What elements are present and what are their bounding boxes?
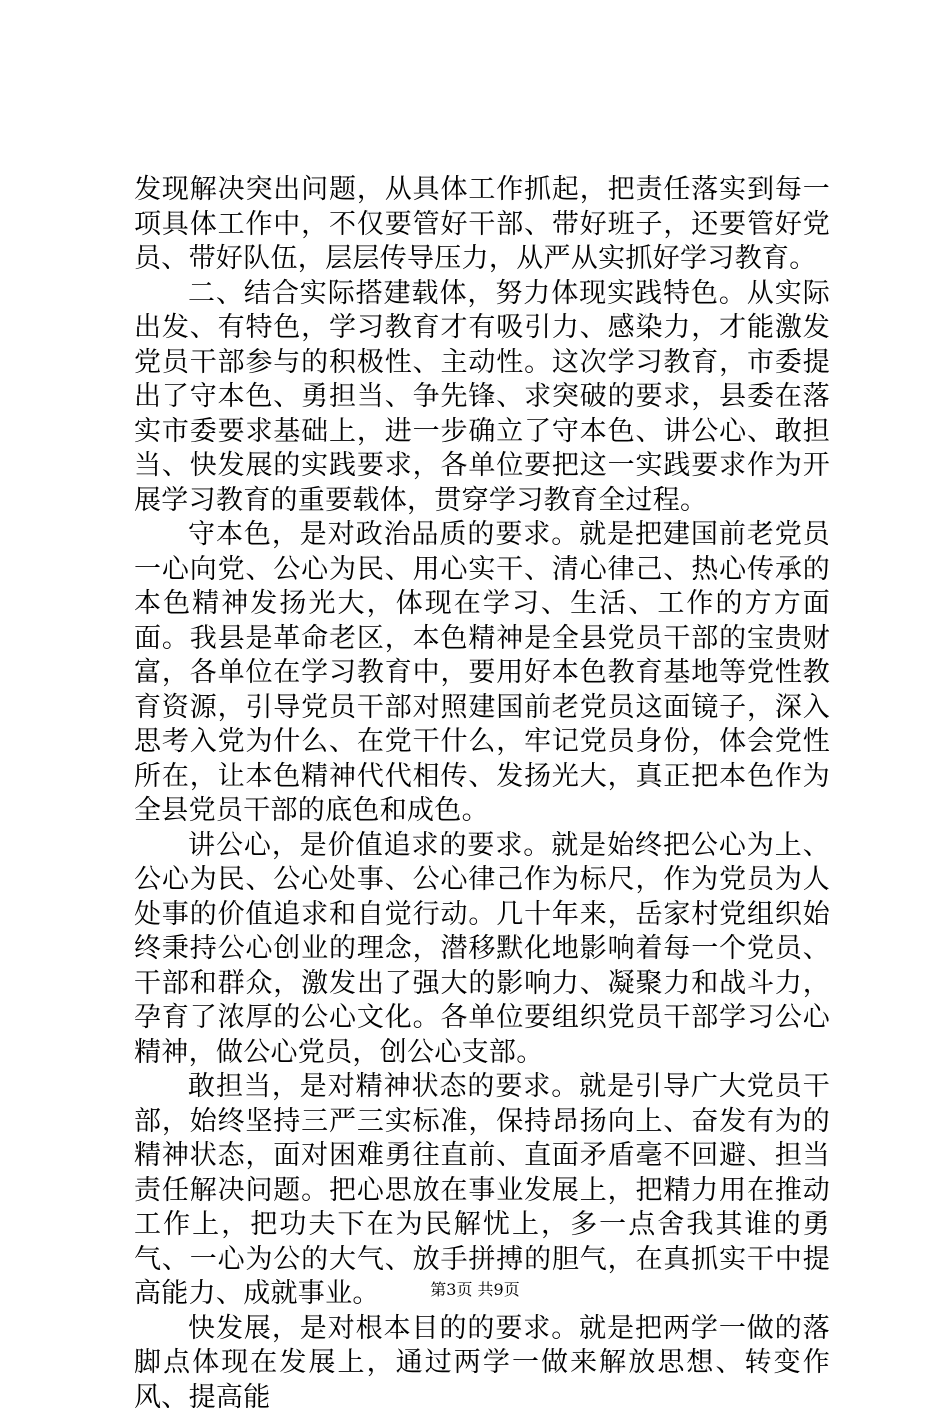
document-body: [134, 173, 830, 1415]
paragraph-5: 敢担当，是对精神状态的要求。就是引导广大党员干部，始终坚持三严三实标准，保持昂扬向上、奋发有为的精神状态，面对困难勇往直前、直面矛盾毫不回避、担当责任解决问题。把心思放在事业发展上，把精力用在推动工作上，把功夫下在为民解忧上，多一点舍我其谁的勇气、一心为公的大气、放手拼搏的胆气，在真抓实干中提高能力、成就事业。: [134, 1070, 830, 1312]
paragraph-1: 发现解决突出问题，从具体工作抓起，把责任落实到每一项具体工作中，不仅要管好干部、带好班子，还要管好党员、带好队伍，层层传导压力，从严从实抓好学习教育。: [134, 173, 830, 277]
paragraph-4: 讲公心，是价值追求的要求。就是始终把公心为上、公心为民、公心处事、公心律己作为标尺，作为党员为人处事的价值追求和自觉行动。几十年来，岳家村党组织始终秉持公心创业的理念，潜移默化地影响着每一个党员、干部和群众，激发出了强大的影响力、凝聚力和战斗力，孕育了浓厚的公心文化。各单位要组织党员干部学习公心精神，做公心党员，创公心支部。: [134, 829, 830, 1071]
page-number-label: 第3页 共9页: [430, 1280, 519, 1299]
page-footer: [0, 1280, 950, 1300]
paragraph-6: 快发展，是对根本目的的要求。就是把两学一做的落脚点体现在发展上，通过两学一做来解放思想、转变作风、提高能: [134, 1312, 830, 1415]
paragraph-3: 守本色，是对政治品质的要求。就是把建国前老党员一心向党、公心为民、用心实干、清心律己、热心传承的本色精神发扬光大，体现在学习、生活、工作的方方面面。我县是革命老区，本色精神是全县党员干部的宝贵财富，各单位在学习教育中，要用好本色教育基地等党性教育资源，引导党员干部对照建国前老党员这面镜子，深入思考入党为什么、在党干什么，牢记党员身份，体会党性所在，让本色精神代代相传、发扬光大，真正把本色作为全县党员干部的底色和成色。: [134, 518, 830, 829]
paragraph-2: 二、结合实际搭建载体，努力体现实践特色。从实际出发、有特色，学习教育才有吸引力、感染力，才能激发党员干部参与的积极性、主动性。这次学习教育，市委提出了守本色、勇担当、争先锋、求突破的要求，县委在落实市委要求基础上，进一步确立了守本色、讲公心、敢担当、快发展的实践要求，各单位要把这一实践要求作为开展学习教育的重要载体，贯穿学习教育全过程。: [134, 277, 830, 519]
